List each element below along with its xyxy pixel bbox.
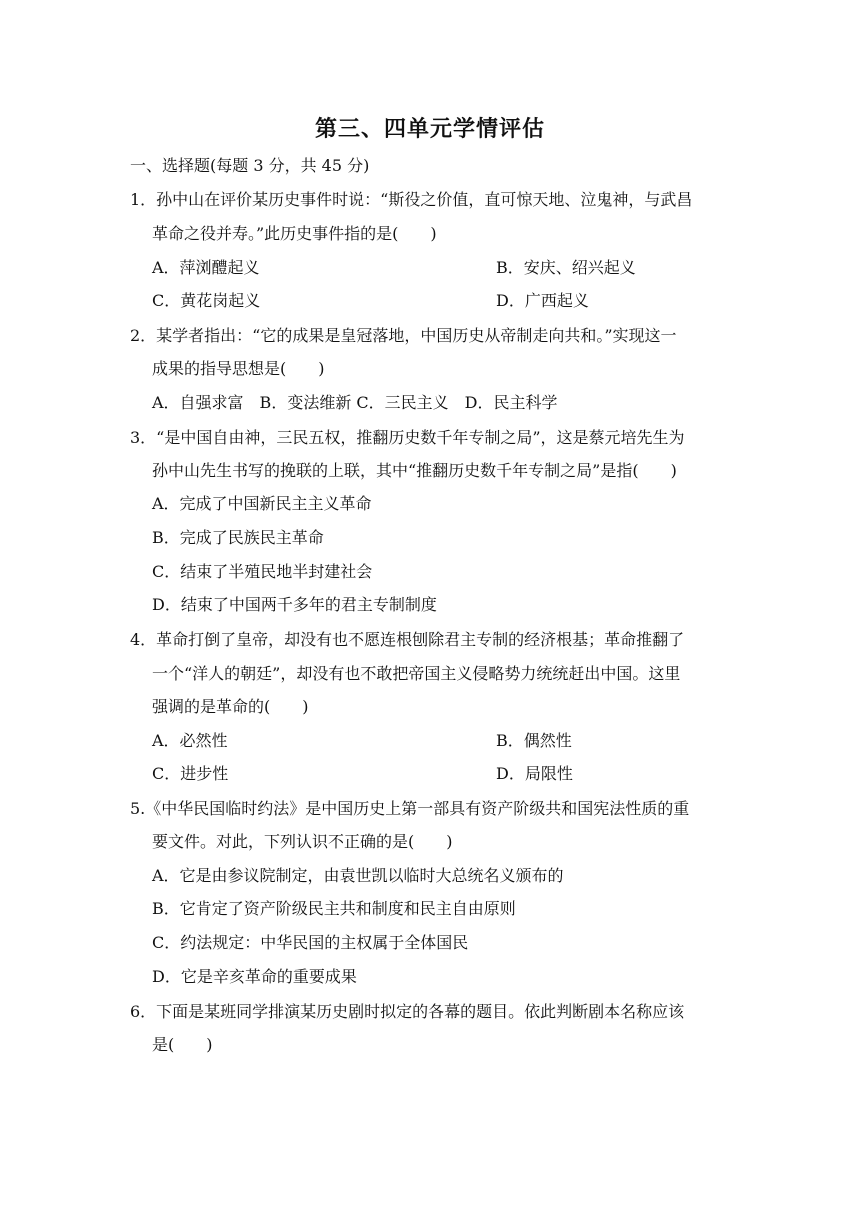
question-1-option-d: D．广西起义 — [496, 291, 589, 310]
question-3-option-d: D．结束了中国两千多年的君主专制制度 — [152, 595, 437, 614]
question-4-line-3: 强调的是革命的( ) — [152, 697, 309, 716]
question-5-option-b: B．它肯定了资产阶级民主共和制度和民主自由原则 — [152, 899, 516, 918]
question-5-line-2: 要文件。对此，下列认识不正确的是( ) — [152, 832, 453, 851]
question-5-option-d: D．它是辛亥革命的重要成果 — [152, 967, 357, 986]
question-2-line-1: 2．某学者指出：“它的成果是皇冠落地，中国历史从帝制走向共和。”实现这一 — [130, 326, 677, 345]
question-5-option-a: A．它是由参议院制定，由袁世凯以临时大总统名义颁布的 — [152, 866, 564, 885]
question-6-line-1: 6．下面是某班同学排演某历史剧时拟定的各幕的题目。依此判断剧本名称应该 — [130, 1002, 685, 1021]
question-6-line-2: 是( ) — [152, 1035, 213, 1054]
question-5-line-1: 5.《中华民国临时约法》是中国历史上第一部具有资产阶级共和国宪法性质的重 — [130, 799, 690, 818]
question-1-option-b: B．安庆、绍兴起义 — [496, 258, 636, 277]
question-3-option-c: C．结束了半殖民地半封建社会 — [152, 562, 373, 581]
section-heading: 一、选择题(每题 3 分，共 45 分) — [130, 156, 370, 175]
question-4-option-a: A．必然性 — [152, 731, 228, 750]
question-4-option-c: C．进步性 — [152, 764, 229, 783]
question-4-option-b: B．偶然性 — [496, 731, 572, 750]
question-3-option-b: B．完成了民族民主革命 — [152, 528, 324, 547]
question-2-options: A．自强求富 B．变法维新 C．三民主义 D．民主科学 — [152, 393, 558, 412]
page-title: 第三、四单元学情评估 — [314, 117, 545, 142]
question-4-line-2: 一个“洋人的朝廷”，却没有也不敢把帝国主义侵略势力统统赶出中国。这里 — [152, 664, 681, 683]
question-1-option-c: C．黄花岗起义 — [152, 291, 261, 310]
question-1-line-1: 1．孙中山在评价某历史事件时说：“斯役之价值，直可惊天地、泣鬼神，与武昌 — [130, 190, 693, 209]
question-3-line-2: 孙中山先生书写的挽联的上联，其中“推翻历史数千年专制之局”是指( ) — [152, 461, 677, 480]
question-3-option-a: A．完成了中国新民主主义革命 — [152, 494, 372, 513]
question-1-option-a: A．萍浏醴起义 — [152, 258, 260, 277]
question-3-line-1: 3．“是中国自由神，三民五权，推翻历史数千年专制之局”，这是蔡元培先生为 — [130, 428, 685, 447]
question-4-line-1: 4．革命打倒了皇帝，却没有也不愿连根刨除君主专制的经济根基；革命推翻了 — [130, 630, 685, 649]
question-1-line-2: 革命之役并寿。”此历史事件指的是( ) — [152, 224, 437, 243]
question-4-option-d: D．局限性 — [496, 764, 573, 783]
question-2-line-2: 成果的指导思想是( ) — [152, 359, 325, 378]
question-5-option-c: C．约法规定：中华民国的主权属于全体国民 — [152, 933, 469, 952]
